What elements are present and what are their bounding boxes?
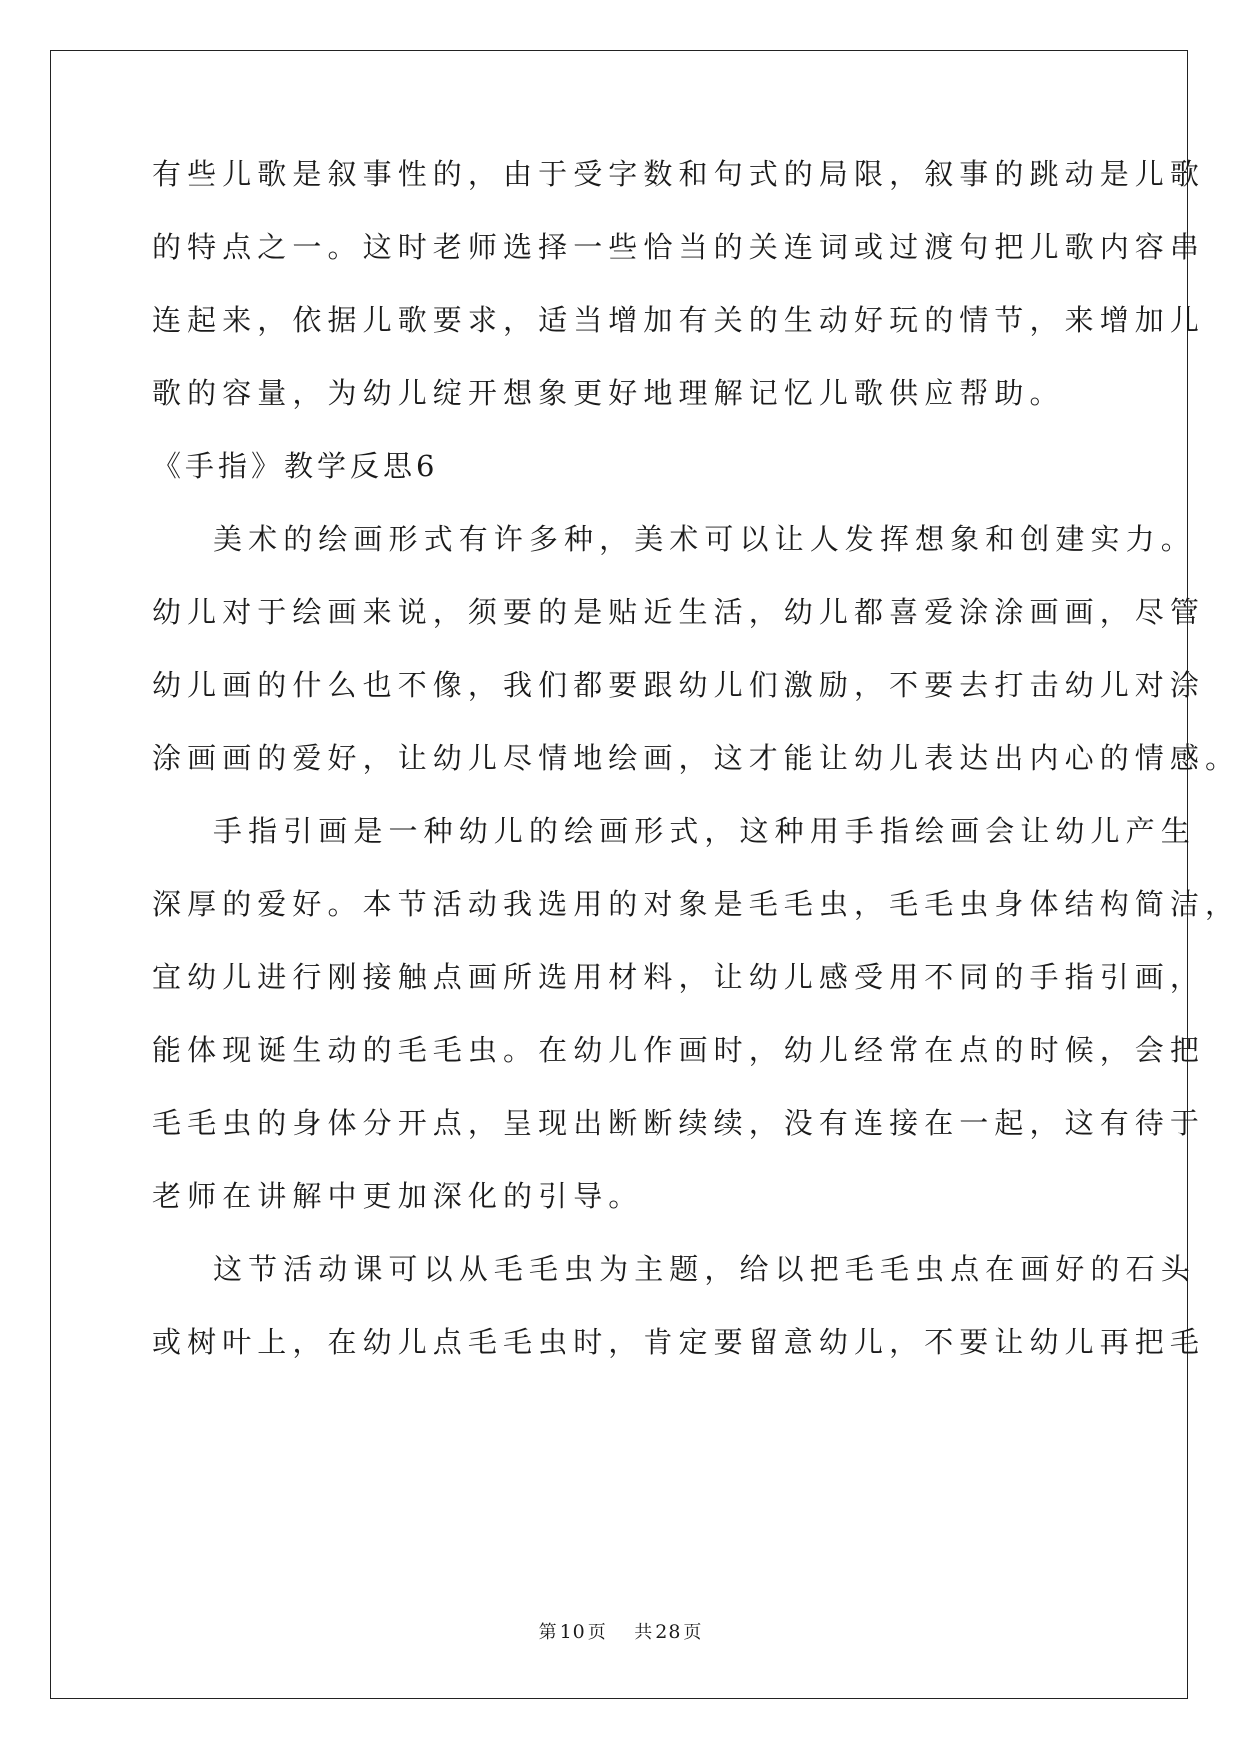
body-text-line: 连起来，依据儿歌要求，适当增加有关的生动好玩的情节，来增加儿 bbox=[152, 303, 1206, 337]
page-suffix: 页 bbox=[587, 1622, 607, 1643]
body-text-line: 毛毛虫的身体分开点，呈现出断断续续，没有连接在一起，这有待于 bbox=[152, 1106, 1206, 1140]
section-heading: 《手指》教学反思6 bbox=[152, 449, 439, 483]
total-pages: 28 bbox=[655, 1621, 682, 1643]
body-text-line: 美术的绘画形式有许多种，美术可以让人发挥想象和创建实力。 bbox=[213, 522, 1196, 556]
body-text-line: 幼儿画的什么也不像，我们都要跟幼儿们激励，不要去打击幼儿对涂 bbox=[152, 668, 1206, 702]
body-text-line: 深厚的爱好。本节活动我选用的对象是毛毛虫，毛毛虫身体结构简洁， bbox=[152, 887, 1241, 921]
page-number: 10 bbox=[559, 1621, 586, 1643]
body-text-line: 能体现诞生动的毛毛虫。在幼儿作画时，幼儿经常在点的时候，会把 bbox=[152, 1033, 1206, 1067]
body-text-line: 这节活动课可以从毛毛虫为主题，给以把毛毛虫点在画好的石头 bbox=[213, 1252, 1196, 1286]
body-text-line: 或树叶上，在幼儿点毛毛虫时，肯定要留意幼儿，不要让幼儿再把毛 bbox=[152, 1325, 1206, 1359]
body-text-line: 歌的容量，为幼儿绽开想象更好地理解记忆儿歌供应帮助。 bbox=[152, 376, 1065, 410]
body-text-line: 幼儿对于绘画来说，须要的是贴近生活，幼儿都喜爱涂涂画画，尽管 bbox=[152, 595, 1206, 629]
body-text-line: 的特点之一。这时老师选择一些恰当的关连词或过渡句把儿歌内容串 bbox=[152, 230, 1206, 264]
body-text-line: 涂画画的爱好，让幼儿尽情地绘画，这才能让幼儿表达出内心的情感。 bbox=[152, 741, 1241, 775]
total-suffix: 页 bbox=[683, 1622, 703, 1643]
total-prefix: 共 bbox=[634, 1622, 654, 1643]
page-border bbox=[50, 50, 1188, 1699]
body-text-line: 老师在讲解中更加深化的引导。 bbox=[152, 1179, 644, 1213]
page-footer bbox=[0, 1618, 1241, 1644]
body-text-line: 有些儿歌是叙事性的，由于受字数和句式的局限，叙事的跳动是儿歌 bbox=[152, 157, 1206, 191]
body-text-line: 宜幼儿进行刚接触点画所选用材料，让幼儿感受用不同的手指引画， bbox=[152, 960, 1206, 994]
page-prefix: 第 bbox=[538, 1622, 558, 1643]
body-text-line: 手指引画是一种幼儿的绘画形式，这种用手指绘画会让幼儿产生 bbox=[213, 814, 1196, 848]
